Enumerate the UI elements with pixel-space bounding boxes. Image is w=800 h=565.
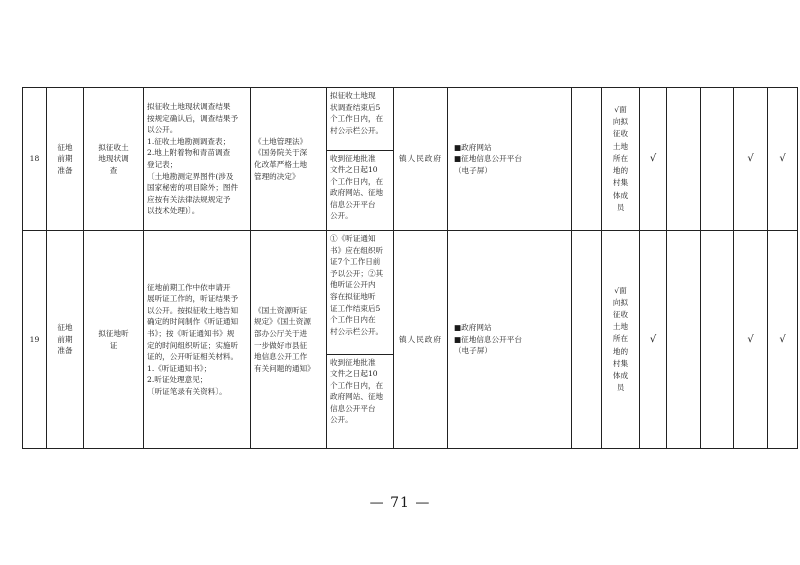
scope-char: 地的 bbox=[612, 166, 629, 176]
time-limit-cell bbox=[327, 231, 394, 449]
channel-cell bbox=[448, 88, 572, 231]
time-limit-split bbox=[327, 231, 393, 448]
scope-char: 土地 bbox=[612, 322, 629, 332]
scope-cell bbox=[602, 88, 640, 231]
basis-text: 《国土资源听证 bbox=[254, 305, 308, 315]
scope-text bbox=[602, 285, 639, 395]
mark-cell: √ bbox=[734, 231, 768, 449]
blank-cell bbox=[572, 88, 602, 231]
basis-text: 有关问题的通知》 bbox=[254, 363, 315, 373]
content-text: 定的时间组织听证；实施听 bbox=[147, 340, 239, 350]
basis-text: 部办公厅关于进 bbox=[254, 328, 308, 338]
stage-cell bbox=[47, 231, 84, 449]
content-text: 证的，公开听证相关材料。 bbox=[147, 352, 239, 362]
page-number: — 71 — bbox=[369, 495, 431, 511]
blank-cell bbox=[572, 231, 602, 449]
scope-char: 征收 bbox=[612, 309, 629, 319]
stage-cell bbox=[47, 88, 84, 231]
stage-text: 准备 bbox=[57, 346, 73, 356]
content-text: 1.《听证通知书》； bbox=[147, 363, 212, 373]
scope-char: 土地 bbox=[612, 141, 629, 151]
item-text: 查 bbox=[109, 165, 118, 175]
time-text: 信息公开平台 bbox=[330, 199, 376, 209]
content-cell bbox=[144, 88, 251, 231]
content-text: 按规定确认后，调查结果予 bbox=[147, 113, 239, 123]
channel-cell bbox=[448, 231, 572, 449]
content-text: 以公开。 bbox=[147, 125, 178, 135]
time-text: 个工作日内，在 bbox=[330, 176, 384, 186]
time-text: 文件之日起10 bbox=[330, 165, 378, 175]
item-text: 证 bbox=[109, 340, 118, 350]
content-text: 1.征收土地勘测调查表； bbox=[147, 136, 231, 146]
channel-text: ■征地信息公开平台 bbox=[454, 154, 522, 164]
table-row bbox=[23, 88, 798, 231]
time-text: 公开。 bbox=[330, 415, 353, 425]
scope-char: 员 bbox=[616, 383, 625, 393]
subject-cell: 镇人民政府 bbox=[394, 88, 448, 231]
scope-char: 所在 bbox=[612, 153, 629, 163]
disclosure-table-section bbox=[22, 87, 786, 449]
time-limit-village bbox=[327, 88, 393, 150]
content-text: 2.听证处理意见； bbox=[147, 375, 208, 385]
time-limit-online bbox=[327, 354, 393, 448]
row-number: 18 bbox=[23, 88, 47, 231]
time-text: 予以公开；②其 bbox=[330, 268, 384, 278]
content-text: 以公开。按拟征收土地告知 bbox=[147, 305, 239, 315]
time-text: 文件之日起10 bbox=[330, 369, 378, 379]
channel-text: ■政府网站 bbox=[454, 323, 492, 333]
content-text: 展听证工作的，听证结果予 bbox=[147, 294, 239, 304]
content-text: 〔土地勘测定界图件(涉及 bbox=[147, 171, 234, 181]
mark-cell: √ bbox=[640, 88, 667, 231]
content-text: 〔听证笔录有关资料〕。 bbox=[147, 386, 227, 396]
scope-char: 地的 bbox=[612, 346, 629, 356]
time-text: 收到征地批准 bbox=[330, 357, 376, 367]
scope-cell bbox=[602, 231, 640, 449]
stage-text: 征地 bbox=[57, 142, 73, 152]
basis-text: 《国务院关于深 bbox=[254, 148, 308, 158]
content-text: 征地前期工作中依申请开 bbox=[147, 282, 231, 292]
time-text: 信息公开平台 bbox=[330, 403, 376, 413]
basis-cell bbox=[251, 231, 327, 449]
basis-text: 管理的决定》 bbox=[254, 171, 300, 181]
scope-char: 村集 bbox=[612, 358, 629, 368]
time-text: 收到征地批准 bbox=[330, 153, 376, 163]
scope-char: √面 bbox=[614, 105, 627, 115]
time-text: 村公示栏公开。 bbox=[330, 326, 384, 336]
subject-cell: 镇人民政府 bbox=[394, 231, 448, 449]
time-text: 书》应在组织听 bbox=[330, 245, 384, 255]
basis-text: 一步做好市县征 bbox=[254, 340, 308, 350]
mark-cell bbox=[667, 231, 701, 449]
content-text: 登记表； bbox=[147, 160, 178, 169]
basis-cell bbox=[251, 88, 327, 231]
mark-cell: √ bbox=[768, 88, 798, 231]
time-text: 政府网站、征地 bbox=[330, 188, 384, 198]
time-text: ①《听证通知 bbox=[330, 234, 376, 243]
stage-text: 前期 bbox=[57, 334, 73, 344]
scope-char: 体成 bbox=[612, 371, 629, 380]
item-cell bbox=[84, 88, 144, 231]
content-text: 书》；按《听证通知书》规 bbox=[147, 328, 235, 338]
scope-char: 向拟 bbox=[612, 297, 629, 307]
mark-cell: √ bbox=[768, 231, 798, 449]
channel-text: （电子屏） bbox=[454, 346, 492, 356]
basis-text: 化改革严格土地 bbox=[254, 160, 308, 169]
time-text: 容在拟征地听 bbox=[330, 291, 376, 301]
time-text: 公开。 bbox=[330, 211, 353, 221]
content-text: 应按有关法律法规规定予 bbox=[147, 194, 231, 204]
item-cell bbox=[84, 231, 144, 449]
content-text: 确定的时间制作《听证通知 bbox=[147, 317, 239, 327]
mark-cell bbox=[701, 88, 734, 231]
content-text: 拟征收土地现状调查结果 bbox=[147, 102, 231, 112]
scope-char: 所在 bbox=[612, 334, 629, 344]
time-text: 拟征收土地现 bbox=[330, 91, 376, 100]
time-text: 他听证公开内 bbox=[330, 280, 376, 290]
row-number: 19 bbox=[23, 231, 47, 449]
item-text: 地现状调 bbox=[98, 154, 129, 164]
content-cell bbox=[144, 231, 251, 449]
channel-text: （电子屏） bbox=[454, 165, 492, 175]
table-row bbox=[23, 231, 798, 449]
time-limit-online bbox=[327, 150, 393, 230]
basis-text: 规定》《国土资源 bbox=[254, 317, 311, 327]
time-text: 证7个工作日前 bbox=[330, 257, 381, 267]
time-text: 状调查结束后5 bbox=[330, 102, 381, 112]
content-text: 国家秘密的项目除外；图件 bbox=[147, 183, 239, 193]
time-limit-cell bbox=[327, 88, 394, 231]
scope-char: 征收 bbox=[612, 129, 629, 139]
item-text: 拟征地听 bbox=[98, 328, 129, 338]
stage-text: 前期 bbox=[57, 154, 73, 164]
time-limit-village bbox=[327, 231, 393, 354]
time-text: 证工作结束后5 bbox=[330, 303, 381, 313]
content-text: 2.地上附着物和青苗调查 bbox=[147, 148, 231, 158]
scope-char: 村集 bbox=[612, 178, 629, 188]
time-text: 政府网站、征地 bbox=[330, 392, 384, 402]
disclosure-table bbox=[22, 87, 798, 449]
mark-cell: √ bbox=[734, 88, 768, 231]
mark-cell bbox=[701, 231, 734, 449]
mark-cell bbox=[667, 88, 701, 231]
time-text: 个工作日内，在 bbox=[330, 114, 384, 124]
scope-text bbox=[602, 104, 639, 214]
basis-text: 地信息公开工作 bbox=[254, 352, 308, 362]
mark-cell: √ bbox=[640, 231, 667, 449]
basis-text: 《土地管理法》 bbox=[254, 136, 308, 146]
time-text: 村公示栏公开。 bbox=[330, 125, 384, 135]
channel-text: ■政府网站 bbox=[454, 142, 492, 152]
content-text: 以技术处理)〕。 bbox=[147, 206, 200, 216]
stage-text: 征地 bbox=[57, 323, 73, 333]
time-text: 个工作日内在 bbox=[330, 315, 376, 325]
channel-text: ■征地信息公开平台 bbox=[454, 334, 522, 344]
scope-char: 体成 bbox=[612, 190, 629, 200]
scope-char: 员 bbox=[616, 202, 625, 212]
item-text: 拟征收土 bbox=[98, 142, 129, 152]
scope-char: 向拟 bbox=[612, 117, 629, 127]
scope-char: √面 bbox=[614, 285, 627, 295]
time-limit-split bbox=[327, 88, 393, 230]
time-text: 个工作日内，在 bbox=[330, 380, 384, 390]
stage-text: 准备 bbox=[57, 165, 73, 175]
